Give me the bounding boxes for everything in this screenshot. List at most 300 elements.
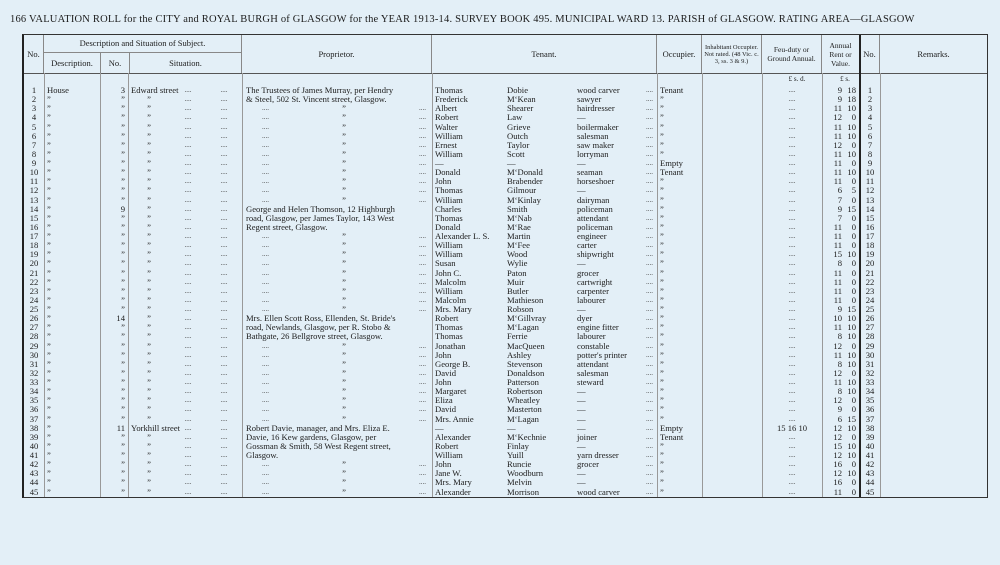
occupier: ” [660, 148, 664, 159]
row-number: 32 [29, 367, 39, 378]
tenant-first-name: Albert [435, 103, 457, 114]
ditto-mark: ” [342, 121, 346, 132]
inhabitant-occupier-cell [702, 95, 762, 104]
inhabitant-occupier-cell [702, 387, 762, 396]
situation: ” [147, 404, 151, 415]
leader-dots: .... [646, 350, 653, 359]
leader-dots: .... [184, 131, 192, 140]
table-row [24, 150, 987, 159]
leader-dots: .... [184, 86, 192, 94]
leader-dots: .... [646, 259, 653, 268]
tenant-surname: M‘Gillvray [507, 313, 547, 324]
leader-dots: .... [418, 232, 426, 240]
tenant-first-name: George B. [435, 358, 471, 369]
ditto-mark: ” [342, 377, 346, 387]
feu-duty: .... [788, 149, 796, 158]
tenant-first-name: Donald [435, 167, 461, 178]
ditto-mark: ” [342, 267, 346, 278]
ditto-mark: ” [342, 148, 346, 159]
tenant-surname: Ashley [507, 349, 532, 360]
annual-pounds: 16 [833, 459, 842, 470]
description: ” [47, 103, 51, 114]
row-number-right: 24 [865, 294, 875, 305]
feu-duty: .... [788, 159, 796, 167]
tenant-occupation: joiner [577, 431, 598, 442]
row-number: 28 [29, 331, 39, 342]
proprietor: Mrs. Ellen Scott Ross, Ellenden, St. Bride's [246, 313, 396, 324]
tenant-first-name: John [435, 377, 452, 387]
situation: ” [147, 158, 151, 168]
row-number-right: 34 [865, 386, 875, 397]
tenant-occupation: — [577, 386, 586, 397]
situation: ” [147, 185, 151, 196]
feu-duty: .... [788, 350, 796, 359]
leader-dots: .... [220, 241, 228, 250]
feu-duty: .... [788, 469, 796, 478]
leader-dots: .... [184, 268, 192, 277]
tenant-surname: Law [507, 112, 523, 123]
leader-dots: .... [262, 295, 269, 304]
row-number-right: 22 [865, 276, 875, 287]
annual-pounds: 12 [833, 422, 842, 433]
leader-dots: .... [184, 259, 192, 268]
row-number: 26 [29, 313, 39, 324]
annual-shillings: 10 [847, 148, 856, 159]
house-number: ” [121, 121, 125, 132]
description: ” [47, 121, 51, 132]
house-number: ” [121, 367, 125, 378]
occupier: ” [660, 194, 664, 205]
leader-dots: .... [220, 341, 228, 350]
row-number: 3 [31, 103, 37, 114]
description: ” [47, 249, 51, 260]
annual-shillings: 0 [851, 176, 856, 187]
house-number: ” [121, 276, 125, 287]
situation: ” [147, 477, 151, 488]
description: ” [47, 267, 51, 278]
row-number: 7 [31, 139, 37, 150]
annual-pounds: 11 [833, 130, 842, 141]
leader-dots: .... [646, 478, 653, 487]
tenant-first-name: — [435, 422, 444, 433]
table-row [24, 214, 987, 223]
row-number: 15 [29, 212, 39, 223]
annual-pounds: 15 [833, 440, 842, 451]
tenant-surname: M‘Donald [507, 167, 543, 178]
tenant-occupation: attendant [577, 358, 609, 369]
header-desc-group-label: Description and Situation of Subject. [44, 35, 241, 53]
leader-dots: .... [184, 487, 192, 496]
row-number: 36 [29, 404, 39, 415]
inhabitant-occupier-cell [702, 250, 762, 259]
annual-shillings: 0 [851, 212, 856, 223]
tenant-surname: Robson [507, 304, 534, 314]
annual-shillings: 10 [847, 440, 856, 451]
annual-pounds: 12 [833, 450, 842, 460]
description: ” [47, 258, 51, 269]
remarks-cell [880, 223, 987, 232]
proprietor: Glasgow. [246, 450, 279, 460]
leader-dots: .... [184, 441, 192, 450]
leader-dots: .... [646, 168, 653, 177]
tenant-surname: Dobie [507, 85, 529, 95]
tenant-surname: M‘Kinlay [507, 194, 541, 205]
annual-pounds: 11 [833, 294, 842, 305]
remarks-cell [880, 351, 987, 360]
feu-duty: .... [788, 314, 796, 323]
leader-dots: .... [220, 368, 228, 377]
feu-duty: .... [788, 232, 796, 240]
description: ” [47, 431, 51, 442]
leader-dots: .... [262, 359, 269, 368]
leader-dots: .... [646, 204, 653, 213]
remarks-cell [880, 104, 987, 113]
feu-duty: .... [788, 323, 796, 332]
description: ” [47, 322, 51, 333]
ditto-mark: ” [342, 386, 346, 397]
row-number-right: 23 [865, 285, 875, 296]
annual-pounds: 11 [833, 240, 842, 251]
description: ” [47, 304, 51, 314]
description: ” [47, 148, 51, 159]
leader-dots: .... [646, 396, 653, 405]
house-number: ” [121, 167, 125, 178]
leader-dots: .... [220, 268, 228, 277]
tenant-first-name: William [435, 285, 463, 296]
situation: Edward street [131, 85, 179, 95]
ditto-mark: ” [342, 486, 346, 497]
leader-dots: .... [184, 359, 192, 368]
remarks-cell [880, 123, 987, 132]
house-number: ” [121, 258, 125, 269]
row-number: 24 [29, 294, 39, 305]
row-number: 18 [29, 240, 39, 251]
leader-dots: .... [418, 131, 426, 140]
house-number: ” [121, 231, 125, 241]
tenant-occupation: salesman [577, 130, 609, 141]
ditto-mark: ” [342, 367, 346, 378]
description: ” [47, 112, 51, 123]
situation: ” [147, 459, 151, 470]
annual-pounds: 8 [837, 386, 842, 397]
annual-shillings: 0 [851, 231, 856, 241]
remarks-cell [880, 186, 987, 195]
inhabitant-occupier-cell [702, 460, 762, 469]
tenant-first-name: Thomas [435, 85, 463, 95]
tenant-occupation: — [577, 112, 586, 123]
tenant-surname: Runcie [507, 459, 532, 470]
tenant-occupation: engine fitter [577, 322, 619, 333]
annual-pounds: 11 [833, 276, 842, 287]
occupier: ” [660, 294, 664, 305]
occupier: ” [660, 377, 664, 387]
inhabitant-occupier-cell [702, 405, 762, 414]
situation: ” [147, 349, 151, 360]
annual-shillings: 15 [847, 413, 856, 424]
occupier: ” [660, 340, 664, 351]
row-number-right: 7 [867, 139, 873, 150]
tenant-surname: — [507, 422, 516, 433]
tenant-surname: — [507, 158, 516, 168]
ditto-mark: ” [342, 294, 346, 305]
tenant-first-name: Walter [435, 121, 458, 132]
row-number-right: 39 [865, 431, 875, 442]
house-number: 14 [116, 313, 125, 324]
row-number-right: 4 [867, 112, 873, 123]
feu-duty: .... [788, 451, 796, 459]
row-number: 22 [29, 276, 39, 287]
header-no-2: No. [860, 35, 880, 73]
occupier: Tenant [660, 85, 684, 95]
inhabitant-occupier-cell [702, 396, 762, 405]
situation: ” [147, 331, 151, 342]
ditto-mark: ” [342, 340, 346, 351]
house-number: 11 [116, 422, 125, 433]
tenant-surname: Martin [507, 231, 531, 241]
leader-dots: .... [262, 259, 269, 268]
table-row [24, 396, 987, 405]
row-number-right: 6 [867, 130, 873, 141]
tenant-first-name: Donald [435, 221, 461, 232]
row-number-right: 10 [865, 167, 875, 178]
situation: ” [147, 212, 151, 223]
remarks-cell [880, 424, 987, 433]
feu-duty: .... [788, 295, 796, 304]
inhabitant-occupier-cell [702, 351, 762, 360]
row-number: 45 [29, 486, 39, 497]
situation: ” [147, 340, 151, 351]
remarks-cell [880, 95, 987, 104]
proprietor: Bathgate, 26 Bellgrove street, Glasgow. [246, 331, 383, 342]
leader-dots: .... [646, 295, 653, 304]
leader-dots: .... [646, 232, 653, 240]
occupier: Empty [660, 158, 683, 168]
leader-dots: .... [646, 122, 653, 131]
row-number-right: 27 [865, 322, 875, 333]
occupier: ” [660, 121, 664, 132]
leader-dots: .... [184, 414, 192, 423]
leader-dots: .... [646, 314, 653, 323]
feu-duty: .... [788, 414, 796, 423]
house-number: ” [121, 294, 125, 305]
leader-dots: .... [184, 140, 192, 149]
description: ” [47, 477, 51, 488]
inhabitant-occupier-cell [702, 159, 762, 168]
inhabitant-occupier-cell [702, 442, 762, 451]
inhabitant-occupier-cell [702, 305, 762, 314]
leader-dots: .... [262, 149, 269, 158]
situation: ” [147, 121, 151, 132]
remarks-cell [880, 250, 987, 259]
remarks-cell [880, 132, 987, 141]
tenant-surname: Ferrie [507, 331, 528, 342]
tenant-first-name: David [435, 367, 457, 378]
annual-shillings: 10 [847, 121, 856, 132]
leader-dots: .... [220, 232, 228, 240]
leader-dots: .... [646, 469, 653, 478]
table-row [24, 323, 987, 332]
proprietor-ditto [242, 378, 432, 387]
ditto-mark: ” [342, 185, 346, 196]
annual-units: £ s. [840, 75, 850, 83]
annual-pounds: 11 [833, 377, 842, 387]
leader-dots: .... [418, 159, 426, 167]
leader-dots: .... [220, 286, 228, 295]
house-number: ” [121, 413, 125, 424]
occupier: ” [660, 221, 664, 232]
proprietor-ditto [242, 469, 432, 478]
row-number-right: 17 [865, 231, 875, 241]
situation: ” [147, 112, 151, 123]
row-number-right: 29 [865, 340, 875, 351]
table-row [24, 123, 987, 132]
leader-dots: .... [262, 122, 269, 131]
row-number-right: 35 [865, 395, 875, 406]
annual-pounds: 8 [837, 258, 842, 269]
valuation-table [22, 34, 988, 498]
tenant-first-name: Malcolm [435, 276, 467, 287]
leader-dots: .... [262, 277, 269, 286]
leader-dots: .... [220, 423, 228, 432]
situation: ” [147, 285, 151, 296]
description: ” [47, 185, 51, 196]
row-number: 20 [29, 258, 39, 269]
row-number-right: 42 [865, 459, 875, 470]
situation: ” [147, 258, 151, 269]
annual-pounds: 7 [837, 212, 842, 223]
inhabitant-occupier-cell [702, 141, 762, 150]
leader-dots: .... [184, 168, 192, 177]
annual-pounds: 12 [833, 139, 842, 150]
leader-dots: .... [418, 241, 426, 250]
annual-shillings: 10 [847, 103, 856, 114]
annual-shillings: 0 [851, 258, 856, 269]
tenant-first-name: Susan [435, 258, 456, 269]
leader-dots: .... [262, 378, 269, 386]
annual-shillings: 10 [847, 322, 856, 333]
tenant-occupation: grocer [577, 267, 599, 278]
header-feu-duty: Feu-duty or Ground Annual. [762, 35, 822, 73]
leader-dots: .... [184, 177, 192, 186]
leader-dots: .... [220, 378, 228, 386]
situation: ” [147, 276, 151, 287]
leader-dots: .... [646, 359, 653, 368]
tenant-surname: Yuill [507, 450, 524, 460]
inhabitant-occupier-cell [702, 314, 762, 323]
tenant-occupation: cartwright [577, 276, 613, 287]
leader-dots: .... [184, 460, 192, 469]
house-number: ” [121, 221, 125, 232]
situation: ” [147, 450, 151, 460]
inhabitant-occupier-cell [702, 323, 762, 332]
house-number: 9 [120, 203, 125, 214]
tenant-first-name: Alexander [435, 431, 471, 442]
feu-duty: .... [788, 122, 796, 131]
occupier: ” [660, 404, 664, 415]
occupier: Tenant [660, 167, 684, 178]
inhabitant-occupier-cell [702, 269, 762, 278]
tenant-first-name: Jane W. [435, 468, 462, 479]
house-number: ” [121, 94, 125, 105]
inhabitant-occupier-cell [702, 469, 762, 478]
row-number: 44 [29, 477, 39, 488]
house-number: ” [121, 477, 125, 488]
house-number: ” [121, 267, 125, 278]
leader-dots: .... [220, 295, 228, 304]
remarks-cell [880, 314, 987, 323]
leader-dots: .... [184, 295, 192, 304]
row-number: 35 [29, 395, 39, 406]
tenant-surname: Masterton [507, 404, 542, 415]
tenant-occupation: labourer [577, 294, 606, 305]
house-number: ” [121, 212, 125, 223]
annual-shillings: 10 [847, 313, 856, 324]
row-number: 31 [29, 358, 39, 369]
leader-dots: .... [184, 204, 192, 213]
annual-shillings: 10 [847, 349, 856, 360]
occupier: ” [660, 477, 664, 488]
situation: ” [147, 176, 151, 187]
occupier: ” [660, 267, 664, 278]
annual-shillings: 0 [851, 459, 856, 470]
situation: ” [147, 294, 151, 305]
tenant-surname: Gilmour [507, 185, 537, 196]
tenant-first-name: John [435, 349, 452, 360]
tenant-surname: Melvin [507, 477, 532, 488]
description: House [47, 85, 69, 95]
situation: ” [147, 431, 151, 442]
remarks-cell [880, 86, 987, 95]
row-number: 5 [31, 121, 37, 132]
annual-shillings: 18 [847, 94, 856, 105]
annual-pounds: 10 [833, 313, 842, 324]
remarks-cell [880, 269, 987, 278]
inhabitant-occupier-cell [702, 223, 762, 232]
ditto-mark: ” [342, 158, 346, 168]
table-row [24, 451, 987, 460]
situation: ” [147, 386, 151, 397]
tenant-first-name: Mrs. Annie [435, 413, 474, 424]
leader-dots: .... [418, 149, 426, 158]
row-number: 19 [29, 249, 39, 260]
leader-dots: .... [418, 414, 426, 423]
house-number: ” [121, 322, 125, 333]
table-row [24, 196, 987, 205]
proprietor-ditto [242, 186, 432, 195]
occupier: ” [660, 139, 664, 150]
table-row [24, 159, 987, 168]
table-row [24, 296, 987, 305]
table-row [24, 433, 987, 442]
proprietor-ditto [242, 177, 432, 186]
tenant-first-name: Thomas [435, 331, 463, 342]
leader-dots: .... [220, 113, 228, 122]
inhabitant-occupier-cell [702, 104, 762, 113]
leader-dots: .... [220, 432, 228, 441]
tenant-surname: M‘Lagan [507, 413, 539, 424]
situation: ” [147, 486, 151, 497]
table-row [24, 369, 987, 378]
table-row [24, 86, 987, 95]
row-number: 37 [29, 413, 39, 424]
tenant-occupation: boilermaker [577, 121, 619, 132]
row-number-right: 8 [867, 148, 873, 159]
house-number: ” [121, 176, 125, 187]
tenant-first-name: Alexander L. S. [435, 231, 490, 241]
house-number: ” [121, 468, 125, 479]
description: ” [47, 139, 51, 150]
remarks-cell [880, 378, 987, 387]
